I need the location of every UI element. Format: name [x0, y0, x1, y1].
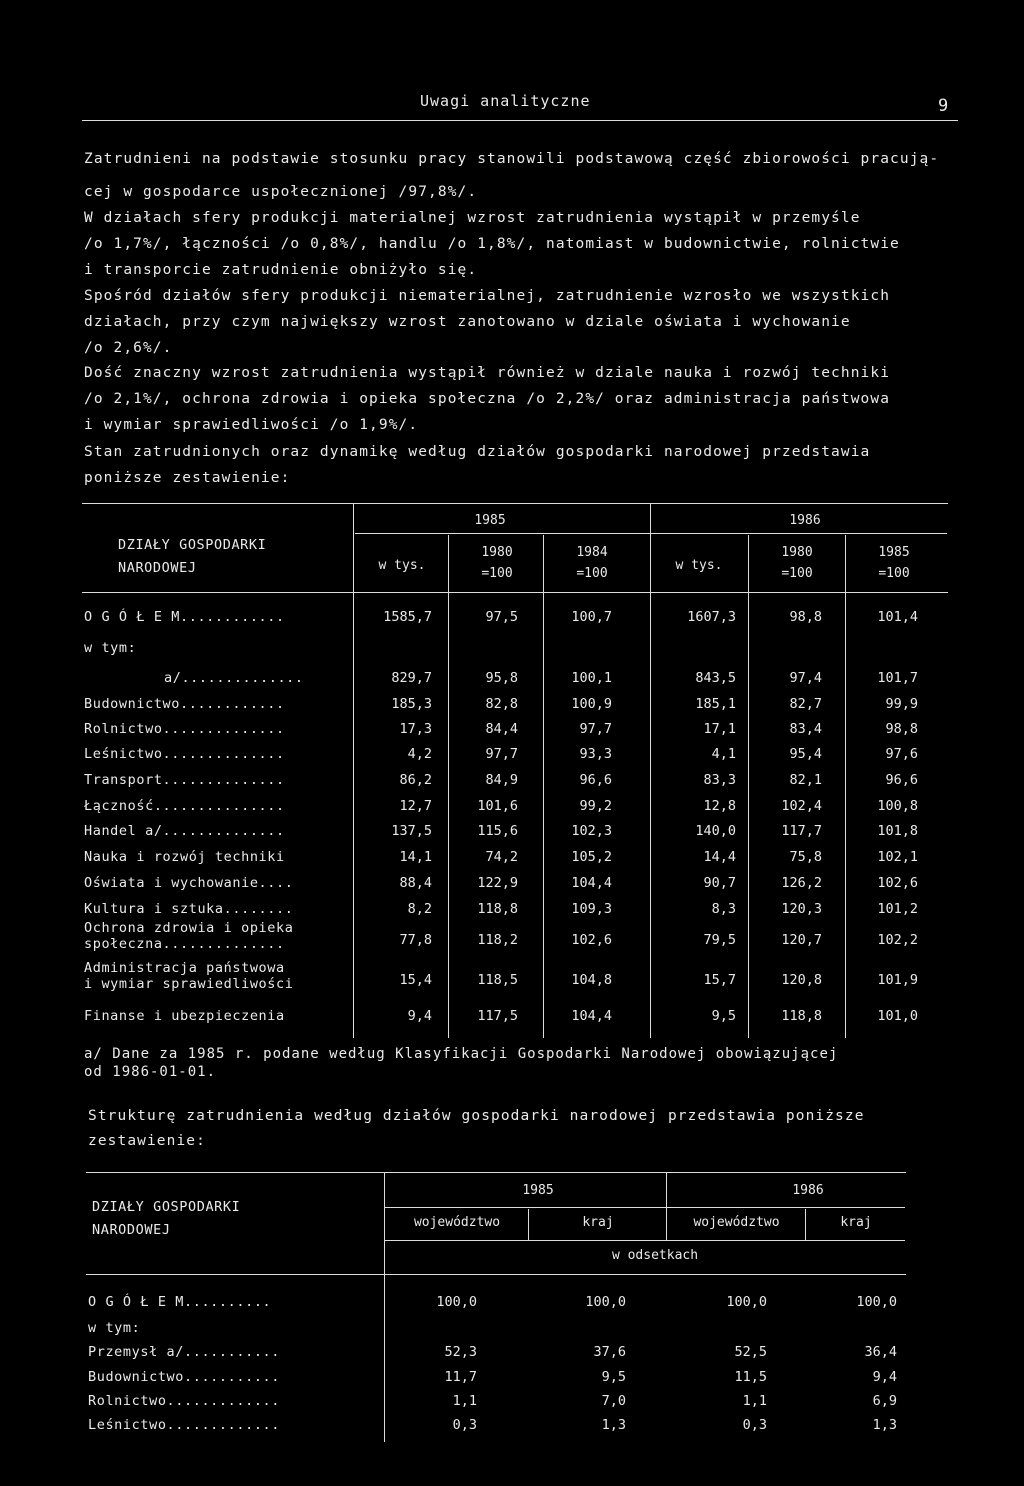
table1-vline-6	[845, 535, 846, 1038]
intro-line-11: i wymiar sprawiedliwości /o 1,9%/.	[84, 417, 419, 433]
table1-label-header-line2: NARODOWEJ	[118, 560, 197, 576]
table1-row-label	[84, 721, 285, 737]
table1-cell: 102,2	[877, 932, 918, 948]
table1-cell: 120,3	[781, 901, 822, 917]
table1-colhead-2-1: 1980	[481, 545, 513, 560]
intro-line-1: Zatrudnieni na podstawie stosunku pracy stanowili podstawową część zbiorowości pracują-	[84, 151, 940, 167]
table1-colhead-3-2: =100	[576, 566, 608, 581]
table1-cell: 96,6	[885, 772, 918, 788]
table1-cell: 93,3	[579, 746, 612, 762]
table1-cell: 82,8	[485, 696, 518, 712]
table2-cell: 1,1	[742, 1393, 767, 1409]
table1-year-1986: 1986	[789, 513, 821, 528]
table1-label-header-line1: DZIAŁY GOSPODARKI	[118, 537, 267, 553]
table2-colhead-1: województwo	[413, 1215, 501, 1230]
table1-cell: 97,6	[885, 746, 918, 762]
table1-cell: 95,8	[485, 670, 518, 686]
table1-year-rule	[355, 533, 947, 534]
intro-line-12: Stan zatrudnionych oraz dynamikę według działów gospodarki narodowej przedstawia	[84, 444, 871, 460]
table1-cell: 84,4	[485, 721, 518, 737]
table1-cell: 118,8	[477, 901, 518, 917]
table1-row-label	[84, 823, 285, 839]
header-rule	[82, 120, 958, 121]
table1-cell: 104,8	[571, 972, 612, 988]
table2-top-rule	[86, 1172, 906, 1173]
table1-cell: 97,5	[485, 609, 518, 625]
table1-cell: 77,8	[399, 932, 432, 948]
table2-cell: 100,0	[585, 1294, 626, 1310]
table1-row-label	[84, 1008, 285, 1024]
table1-colhead-6-1: 1985	[878, 545, 910, 560]
table1-cell: 185,1	[695, 696, 736, 712]
table1-cell: 100,9	[571, 696, 612, 712]
table1-row-label	[84, 670, 304, 686]
table2-label-header-line1: DZIAŁY GOSPODARKI	[92, 1199, 241, 1215]
table1-cell: 115,6	[477, 823, 518, 839]
page-number: 9	[938, 96, 950, 116]
table1-row-label	[84, 798, 285, 814]
table1-row-label-text: Nauka i rozwój techniki	[84, 849, 285, 865]
table1-cell: 99,2	[579, 798, 612, 814]
table1-row-label	[84, 640, 136, 656]
table2-cell: 1,3	[872, 1417, 897, 1433]
table2-cell: 52,3	[444, 1344, 477, 1360]
table2-cell: 1,3	[601, 1417, 626, 1433]
table1-cell: 100,7	[571, 609, 612, 625]
table1-cell: 88,4	[399, 875, 432, 891]
table1-cell: 102,4	[781, 798, 822, 814]
table1-cell: 109,3	[571, 901, 612, 917]
table1-cell: 96,6	[579, 772, 612, 788]
table1-row-label-text: a/..............	[164, 670, 304, 686]
table1-row-label	[84, 696, 285, 712]
table1-cell: 8,2	[407, 901, 432, 917]
table1-row-label	[84, 772, 285, 788]
intro-line-2: cej w gospodarce uspołecznionej /97,8%/.	[84, 184, 478, 200]
table2-cell: 9,4	[872, 1369, 897, 1385]
table1-cell: 83,4	[789, 721, 822, 737]
table2-colhead-rule	[385, 1240, 905, 1241]
table1-cell: 86,2	[399, 772, 432, 788]
table1-cell: 97,4	[789, 670, 822, 686]
intro-line-5: i transporcie zatrudnienie obniżyło się.	[84, 262, 478, 278]
table1-cell: 104,4	[571, 875, 612, 891]
table1-cell: 4,1	[711, 746, 736, 762]
table2-row-label: Leśnictwo.............	[88, 1417, 281, 1433]
table2-vline-4	[805, 1209, 806, 1241]
table1-cell: 101,0	[877, 1008, 918, 1024]
intro-line-9: Dość znaczny wzrost zatrudnienia wystąpił również w dziale nauka i rozwój techniki	[84, 365, 891, 381]
table1-cell: 74,2	[485, 849, 518, 865]
table2-vline-2	[528, 1209, 529, 1241]
table1-cell: 98,8	[885, 721, 918, 737]
table1-cell: 1607,3	[687, 609, 736, 625]
table1-cell: 12,7	[399, 798, 432, 814]
table2-cell: 100,0	[856, 1294, 897, 1310]
table2-colhead-2: kraj	[582, 1215, 614, 1230]
table1-cell: 14,4	[703, 849, 736, 865]
intro-line-8: /o 2,6%/.	[84, 340, 173, 356]
table1-cell: 75,8	[789, 849, 822, 865]
table2-row-label: O G Ó Ł E M..........	[88, 1294, 272, 1310]
table1-cell: 9,4	[407, 1008, 432, 1024]
table2-year-1985: 1985	[522, 1183, 554, 1198]
table2-year-1986: 1986	[792, 1183, 824, 1198]
table2-label-header-line2: NARODOWEJ	[92, 1222, 171, 1238]
table1-row-label	[84, 920, 293, 952]
table1-cell: 140,0	[695, 823, 736, 839]
table2-cell: 6,9	[872, 1393, 897, 1409]
table1-row-label	[84, 609, 285, 625]
table1-vline-1	[353, 503, 354, 1038]
intro-line-7: działach, przy czym największy wzrost zanotowano w dziale oświata i wychowanie	[84, 314, 851, 330]
intro-line-4: /o 1,7%/, łączności /o 0,8%/, handlu /o 1,8%/, natomiast w budownictwie, rolnictwie	[84, 236, 900, 252]
footnote-line2: od 1986-01-01.	[84, 1064, 217, 1080]
table2-header-bottom-rule	[86, 1274, 906, 1275]
table1-colhead-6-2: =100	[878, 566, 910, 581]
table1-row-label-text: Kultura i sztuka........	[84, 901, 294, 917]
table1-row-label-text: i wymiar sprawiedliwości	[84, 976, 294, 992]
table1-row-label-text: Transport..............	[84, 772, 285, 788]
table1-cell: 101,8	[877, 823, 918, 839]
table1-cell: 95,4	[789, 746, 822, 762]
table1-colhead-4-1: w tys.	[675, 558, 723, 573]
table1-cell: 118,5	[477, 972, 518, 988]
table1-row-label-text: Łączność...............	[84, 798, 285, 814]
table1-colhead-5-2: =100	[781, 566, 813, 581]
table1-row-label-text: społeczna..............	[84, 936, 285, 952]
table1-cell: 100,1	[571, 670, 612, 686]
table1-cell: 105,2	[571, 849, 612, 865]
table1-row-label-text: Ochrona zdrowia i opieka	[84, 920, 294, 936]
table1-header-bottom-rule	[82, 592, 948, 593]
table1-cell: 90,7	[703, 875, 736, 891]
table1-cell: 104,4	[571, 1008, 612, 1024]
table2-row-label: Rolnictwo.............	[88, 1393, 281, 1409]
table1-row-label	[84, 875, 293, 891]
table1-cell: 82,1	[789, 772, 822, 788]
table1-vline-4	[650, 503, 651, 1038]
table1-colhead-2-2: =100	[481, 566, 513, 581]
table2-cell: 36,4	[864, 1344, 897, 1360]
table2-cell: 11,7	[444, 1369, 477, 1385]
table2-colhead-4: kraj	[840, 1215, 872, 1230]
table1-top-rule	[82, 503, 948, 504]
table2-cell: 1,1	[452, 1393, 477, 1409]
table1-row-label-text: w tym:	[84, 640, 137, 656]
table1-row-label-text: O G Ó Ł E M............	[84, 609, 285, 625]
table1-cell: 15,7	[703, 972, 736, 988]
table1-cell: 4,2	[407, 746, 432, 762]
table1-cell: 102,6	[571, 932, 612, 948]
table1-colhead-3-1: 1984	[576, 545, 608, 560]
table2-row-label: Budownictwo...........	[88, 1369, 281, 1385]
table1-cell: 17,3	[399, 721, 432, 737]
table1-row-label	[84, 849, 285, 865]
table2-unit: w odsetkach	[611, 1248, 699, 1263]
table1-cell: 126,2	[781, 875, 822, 891]
table1-cell: 9,5	[711, 1008, 736, 1024]
table1-row-label	[84, 746, 285, 762]
table1-row-label-text: Oświata i wychowanie....	[84, 875, 294, 891]
table2-row-label: Przemysł a/...........	[88, 1344, 281, 1360]
table2-colhead-3: województwo	[693, 1215, 780, 1230]
table1-cell: 99,9	[885, 696, 918, 712]
table1-cell: 98,8	[789, 609, 822, 625]
table2-cell: 9,5	[601, 1369, 626, 1385]
intro2-line2: zestawienie:	[88, 1133, 206, 1149]
table2-vline-1	[384, 1172, 385, 1442]
table1-cell: 82,7	[789, 696, 822, 712]
table1-row-label-text: Leśnictwo..............	[84, 746, 285, 762]
table1-cell: 14,1	[399, 849, 432, 865]
table2-cell: 11,5	[734, 1369, 767, 1385]
table1-row-label-text: Rolnictwo..............	[84, 721, 285, 737]
table1-cell: 185,3	[391, 696, 432, 712]
table1-cell: 1585,7	[383, 609, 432, 625]
table1-row-label-text: Finanse i ubezpieczenia	[84, 1008, 285, 1024]
table1-cell: 101,4	[877, 609, 918, 625]
page-header-title: Uwagi analityczne	[420, 92, 591, 110]
table1-cell: 120,7	[781, 932, 822, 948]
table1-cell: 118,8	[781, 1008, 822, 1024]
table1-cell: 843,5	[695, 670, 736, 686]
table1-cell: 102,1	[877, 849, 918, 865]
table2-cell: 52,5	[734, 1344, 767, 1360]
table2-cell: 100,0	[726, 1294, 767, 1310]
table1-cell: 122,9	[477, 875, 518, 891]
table1-row-label-text: Administracja państwowa	[84, 960, 285, 976]
table1-cell: 15,4	[399, 972, 432, 988]
table2-cell: 37,6	[593, 1344, 626, 1360]
intro-line-6: Spośród działów sfery produkcji niematerialnej, zatrudnienie wzrosło we wszystkich	[84, 288, 891, 304]
table1-cell: 137,5	[391, 823, 432, 839]
table1-cell: 102,3	[571, 823, 612, 839]
table1-cell: 101,9	[877, 972, 918, 988]
table1-vline-5	[748, 535, 749, 1038]
table1-cell: 101,7	[877, 670, 918, 686]
table2-vline-3	[666, 1172, 667, 1241]
table1-cell: 101,2	[877, 901, 918, 917]
table1-colhead-5-1: 1980	[781, 545, 813, 560]
table1-cell: 100,8	[877, 798, 918, 814]
table1-cell: 17,1	[703, 721, 736, 737]
table1-cell: 97,7	[579, 721, 612, 737]
table1-cell: 8,3	[711, 901, 736, 917]
table1-cell: 12,8	[703, 798, 736, 814]
intro-line-10: /o 2,1%/, ochrona zdrowia i opieka społeczna /o 2,2%/ oraz administracja państwowa	[84, 391, 891, 407]
table2-cell: 0,3	[452, 1417, 477, 1433]
table1-row-label-text: Budownictwo............	[84, 696, 285, 712]
table1-cell: 829,7	[391, 670, 432, 686]
table1-row-label	[84, 901, 293, 917]
table2-row-label: w tym:	[88, 1320, 141, 1336]
table1-cell: 120,8	[781, 972, 822, 988]
table2-cell: 7,0	[601, 1393, 626, 1409]
table2-cell: 100,0	[436, 1294, 477, 1310]
table1-cell: 117,7	[781, 823, 822, 839]
table1-year-1985: 1985	[474, 513, 506, 528]
table2-cell: 0,3	[742, 1417, 767, 1433]
table1-cell: 97,7	[485, 746, 518, 762]
table1-row-label	[84, 960, 293, 992]
intro2-line1: Strukturę zatrudnienia według działów gospodarki narodowej przedstawia poniższe	[88, 1108, 865, 1124]
intro-line-13: poniższe zestawienie:	[84, 470, 291, 486]
table2-year-rule	[385, 1207, 905, 1208]
table1-cell: 84,9	[485, 772, 518, 788]
table1-cell: 101,6	[477, 798, 518, 814]
footnote-line1: a/ Dane za 1985 r. podane według Klasyfikacji Gospodarki Narodowej obowiązującej	[84, 1046, 839, 1062]
table1-cell: 117,5	[477, 1008, 518, 1024]
table1-cell: 79,5	[703, 932, 736, 948]
table1-colhead-1-1: w tys.	[378, 558, 426, 573]
table1-cell: 102,6	[877, 875, 918, 891]
table1-cell: 118,2	[477, 932, 518, 948]
table1-row-label-text: Handel a/..............	[84, 823, 285, 839]
intro-line-3: W działach sfery produkcji materialnej wzrost zatrudnienia wystąpił w przemyśle	[84, 210, 861, 226]
table1-cell: 83,3	[703, 772, 736, 788]
